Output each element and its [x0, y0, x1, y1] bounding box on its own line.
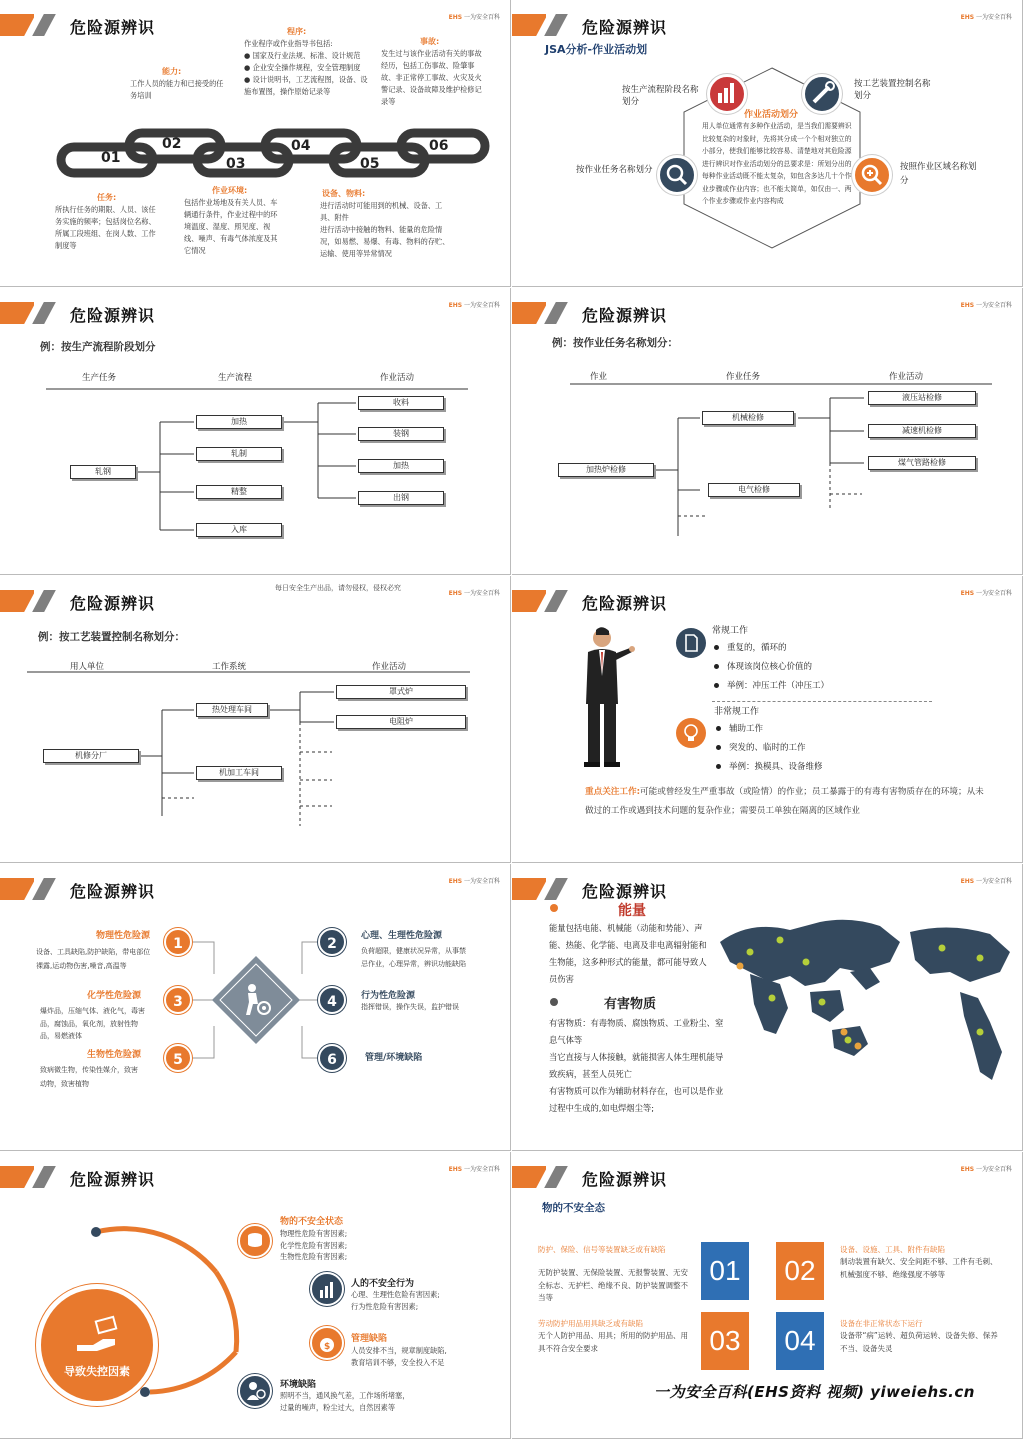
unsafe-subtitle: 物的不安全态 — [542, 1202, 605, 1214]
header-job: 作业 — [590, 372, 608, 382]
tree-leaf-1: 液压站检修 — [868, 391, 976, 405]
num-6: 6 — [318, 1044, 346, 1072]
chemical-title: 化学性危险源 — [87, 991, 142, 1001]
logo: EHS 一为安全百科 — [448, 590, 500, 597]
energy-text: 能量包括电能、机械能（动能和势能）、声能、热能、化学能、电离及非电离辐射能和生物能，这多种形式的能量，都可能导致人员伤害 — [549, 923, 707, 984]
q3-title: 劳动防护用品用具缺乏或有缺陷 — [538, 1319, 643, 1328]
chain-num-06: 06 — [429, 138, 449, 154]
procedure-title: 程序: — [287, 27, 307, 36]
physical-title: 物理性危险源 — [96, 931, 151, 941]
example-title: 例：按工艺装置控制名称划分： — [38, 631, 185, 643]
tree-mid-2: 轧制 — [196, 447, 282, 461]
bio-text: 致病微生物，传染性媒介，致害动物，致害植物 — [40, 1066, 138, 1088]
box-04: 04 — [776, 1312, 824, 1370]
ability-title: 能力: — [162, 67, 182, 76]
mgmt-title: 管理/环境缺陷 — [365, 1053, 423, 1063]
tree-mid-3: 精整 — [196, 485, 282, 499]
logo: EHS 一为安全百科 — [448, 1166, 500, 1173]
tree-leaf-4: 出钢 — [358, 491, 444, 505]
q2-text: 制动装置有缺欠、安全间距不够、工件有毛刺、机械强度不够、绝缘强度不够等 — [840, 1257, 998, 1279]
slide-title: 危险源辨识 — [70, 594, 156, 613]
box-03: 03 — [701, 1312, 749, 1370]
header-employer: 用人单位 — [70, 662, 105, 672]
accident-text: 发生过与该作业活动有关的事故经历，包括工伤事故、险肇事故、非正常停工事故、火灾及火警记录、设备故障及维护检修记录等 — [381, 49, 482, 106]
document-icon — [676, 628, 706, 658]
label-device-control: 按工艺装置控制名称划分 — [854, 79, 931, 101]
tree-leaf-2: 电阻炉 — [336, 715, 466, 729]
factor-d-text: 照明不当，通风换气差，工作场所堵塞， 过量的噪声，粉尘过大，自然因素等 — [280, 1391, 410, 1412]
num-4: 4 — [318, 986, 346, 1014]
slide-title: 危险源辨识 — [70, 882, 156, 901]
tree-root: 加热炉检修 — [558, 463, 654, 477]
energy-title: 能量 — [618, 903, 646, 919]
harm-text: 有害物质：有毒物质、腐蚀物质、工业粉尘、窒息气体等 当它直接与人体接触，就能损害人体生理机能导致疾病，甚至人员死亡 有害物质可以作为辅助材料存在，也可以是作业过程中生成的,如电焊烟尘等; — [549, 1018, 724, 1113]
header-activity: 作业活动 — [372, 662, 407, 672]
header-activity: 作业活动 — [380, 373, 415, 383]
label-work-area: 按照作业区域名称划分 — [900, 162, 977, 186]
q1-text: 无防护装置、无保险装置、无报警装置、无安全标志、无护栏、绝缘不良、防护装置调整不当等 — [538, 1268, 688, 1302]
slide-title: 危险源辨识 — [582, 306, 668, 325]
equip-title: 设备、物料: — [322, 189, 366, 198]
routine-list: 重复的，循环的 体现该岗位核心价值的 举例：冲压工件（冲压工） — [714, 639, 829, 696]
slide-1 — [0, 0, 511, 287]
tree-leaf-3: 煤气管路检修 — [868, 456, 976, 470]
coins-icon — [238, 1224, 272, 1258]
slide-title: 危险源辨识 — [582, 18, 668, 37]
logo: EHS 一为安全百科 — [448, 302, 500, 309]
factor-a-text: 物理性危险有害因素; 化学性危险有害因素; 生物性危险有害因素; — [280, 1229, 348, 1261]
task-title: 任务: — [97, 193, 117, 202]
logo: EHS 一为安全百科 — [448, 878, 500, 885]
worker-gear-icon — [240, 982, 274, 1022]
slide-title: 危险源辨识 — [582, 1170, 668, 1189]
header-flow: 生产流程 — [218, 373, 253, 383]
slide-title: 危险源辨识 — [70, 306, 156, 325]
factor-b-text: 心理、生理性危险有害因素; 行为性危险有害因素; — [351, 1290, 440, 1311]
zoom-icon — [852, 155, 892, 195]
tree-root: 轧钢 — [70, 465, 136, 479]
chain-graphic — [55, 125, 495, 185]
env-title: 作业环境: — [212, 186, 248, 195]
slide-7 — [0, 864, 511, 1151]
factor-d-title: 环境缺陷 — [280, 1380, 317, 1390]
q2-title: 设备、设施、工具、附件有缺陷 — [840, 1245, 945, 1254]
procedure-text: 作业程序或作业指导书包括: ● 国家及行业法规、标准、设计规范 ● 企业安全操作规程，安全管理制度 ● 设计说明书，工艺流程图，设备、设施布置图，操作原始记录等 — [244, 39, 368, 96]
factor-b-title: 人的不安全行为 — [351, 1279, 415, 1289]
q4-title: 设备在非正常状态下运行 — [840, 1319, 923, 1328]
tree-leaf-1: 罩式炉 — [336, 685, 466, 699]
num-3: 3 — [164, 986, 192, 1014]
wrench-icon — [802, 74, 842, 114]
hand-money-icon — [67, 1311, 127, 1363]
tree-root: 机修分厂 — [43, 749, 139, 763]
logo: EHS 一为安全百科 — [960, 14, 1012, 21]
slide-title: 危险源辨识 — [582, 594, 668, 613]
tree-mid-1: 机械检修 — [702, 411, 794, 425]
core-circle — [36, 1284, 158, 1406]
num-1: 1 — [164, 928, 192, 956]
tree-mid-1: 热处理车间 — [196, 703, 268, 717]
tree-leaf-3: 加热 — [358, 459, 444, 473]
example-title: 例：按生产流程阶段划分 — [40, 341, 156, 353]
num-2: 2 — [318, 928, 346, 956]
slide-title: 危险源辨识 — [70, 1170, 156, 1189]
jsa-subtitle: JSA分析-作业活动划 — [545, 43, 648, 56]
core-label: 导致失控因素 — [64, 1365, 130, 1378]
chain-num-05: 05 — [360, 156, 380, 172]
logo: EHS 一为安全百科 — [960, 302, 1012, 309]
q4-text: 设备带“病”运转、超负荷运转、设备失修、保养不当、设备失灵 — [840, 1331, 998, 1353]
psych-text: 负荷超限，健康状况异常，从事禁忌作业，心理异常，辨识功能缺陷 — [361, 947, 466, 968]
q1-title: 防护、保险、信号等装置缺乏或有缺陷 — [538, 1245, 666, 1254]
logo: EHS 一为安全百科 — [960, 1166, 1012, 1173]
energy-bullet — [550, 904, 558, 912]
factor-c-text: 人员安排不当，规章制度缺陷, 教育培训不够，安全投入不足 — [351, 1346, 447, 1367]
slide-4 — [512, 288, 1023, 575]
header-system: 工作系统 — [212, 662, 247, 672]
chart-icon — [707, 74, 747, 114]
tree-mid-2: 机加工车间 — [196, 766, 282, 780]
equip-text: 进行活动时可能用到的机械、设备、工具、附件 进行活动中接触的物料、能量的危险情况，如易燃、易爆、有毒、物料的存贮、运输、使用等异常情况 — [320, 201, 450, 258]
header-activity: 作业活动 — [889, 372, 924, 382]
businessman-icon — [578, 626, 638, 776]
slide-3 — [0, 288, 511, 575]
center-title: 作业活动划分 — [744, 110, 799, 120]
nonroutine-title: 非常规工作 — [714, 707, 760, 717]
world-map — [710, 912, 1022, 1092]
box-02: 02 — [776, 1242, 824, 1300]
task-text: 所执行任务的期限、人员、该任务实施的频率；包括岗位名称、所属工段班组、在岗人数、工作制度等 — [55, 205, 156, 250]
copyright-banner: 每日安全生产出品，请勿侵权，侵权必究 — [275, 584, 401, 592]
footer-brand: 一为安全百科(EHS资料 视频) yiweiehs.cn — [654, 1383, 975, 1401]
slide-9 — [0, 1152, 511, 1439]
env-text: 包括作业场地及有关人员、车辆通行条件，作业过程中的环境温度、湿度、照见度、视线、噪声、有毒气体浓度及其它情况 — [184, 198, 278, 255]
tree-mid-2: 电气检修 — [708, 483, 800, 497]
nonroutine-list: 辅助工作 突发的、临时的工作 举例：换模具、设备维修 — [716, 720, 823, 777]
box-01: 01 — [701, 1242, 749, 1300]
lightbulb-icon — [676, 718, 706, 748]
slide-title: 危险源辨识 — [582, 882, 668, 901]
logo: EHS 一为安全百科 — [960, 878, 1012, 885]
behavior-text: 指挥错误，操作失误，监护错误 — [361, 1003, 459, 1011]
logo: EHS 一为安全百科 — [448, 14, 500, 21]
behavior-title: 行为性危险源 — [361, 991, 416, 1001]
header-job-task: 作业任务 — [726, 372, 761, 382]
slide-5 — [0, 576, 511, 863]
logo: EHS 一为安全百科 — [960, 590, 1012, 597]
factor-c-title: 管理缺陷 — [351, 1334, 388, 1344]
tree-leaf-2: 装钢 — [358, 427, 444, 441]
chemical-text: 爆炸品，压缩气体、液化气，毒害品，腐蚀品，氧化剂，放射性物品，易燃液体 — [40, 1007, 145, 1040]
psych-title: 心理、生理性危险源 — [361, 931, 443, 941]
example-title: 例：按作业任务名称划分： — [552, 337, 678, 349]
physical-text: 设备、工具缺陷,防护缺陷，带电部位裸露,运动物伤害,噪音,高温等 — [36, 948, 151, 970]
chain-num-04: 04 — [291, 138, 311, 154]
chain-num-03: 03 — [226, 156, 246, 172]
factor-a-title: 物的不安全状态 — [280, 1217, 344, 1227]
focus-paragraph: 重点关注工作:可能或曾经发生严重事故（或险情）的作业；员工暴露于的有毒有害物质存在的环境；从未做过的工作或遇到技术问题的复杂作业；需要员工单独在隔离的区域作业 — [585, 787, 984, 816]
svg-text:$: $ — [324, 1342, 331, 1352]
slide-8 — [512, 864, 1023, 1151]
bar-chart-icon — [310, 1272, 344, 1306]
accident-title: 事故: — [420, 37, 440, 46]
search-icon — [657, 155, 697, 195]
tree-mid-1: 加热 — [196, 415, 282, 429]
harm-title: 有害物质 — [604, 997, 657, 1012]
label-task-name: 按作业任务名称划分 — [576, 165, 653, 175]
harm-bullet — [550, 998, 558, 1006]
header-task: 生产任务 — [82, 373, 117, 383]
money-bag-icon — [310, 1326, 344, 1360]
q3-text: 无个人防护用品、用具；所用的防护用品、用具不符合安全要求 — [538, 1331, 688, 1353]
num-5: 5 — [164, 1044, 192, 1072]
slide-2 — [512, 0, 1023, 287]
slide-6 — [512, 576, 1023, 863]
center-text: 用人单位通常有多种作业活动，是当我们需要辨识比较复杂的对象时，先将其分成一个个相对独立的小部分，使我们能够比较容易、清楚地对其危险源进行辨识对作业活动划分的总要求是：所划分出的每种作业活动既不能太复杂，如包含多达几十个作业步骤或作业内容；也不能太简单，如仅由一、两个作业步骤或作业内容构成 — [702, 122, 852, 205]
chain-num-01: 01 — [101, 150, 121, 166]
label-process-stage: 按生产流程阶段名称划分 — [622, 85, 699, 107]
tree-leaf-2: 减速机检修 — [868, 424, 976, 438]
ability-text: 工作人员的能力和已接受的任务培训 — [130, 79, 224, 100]
tree-mid-4: 入库 — [196, 523, 282, 537]
slide-title: 危险源辨识 — [70, 18, 156, 37]
chain-num-02: 02 — [162, 136, 182, 152]
bio-title: 生物性危险源 — [87, 1050, 142, 1060]
tree-leaf-1: 收料 — [358, 396, 444, 410]
person-money-icon — [238, 1374, 272, 1408]
routine-title: 常规工作 — [712, 626, 749, 636]
